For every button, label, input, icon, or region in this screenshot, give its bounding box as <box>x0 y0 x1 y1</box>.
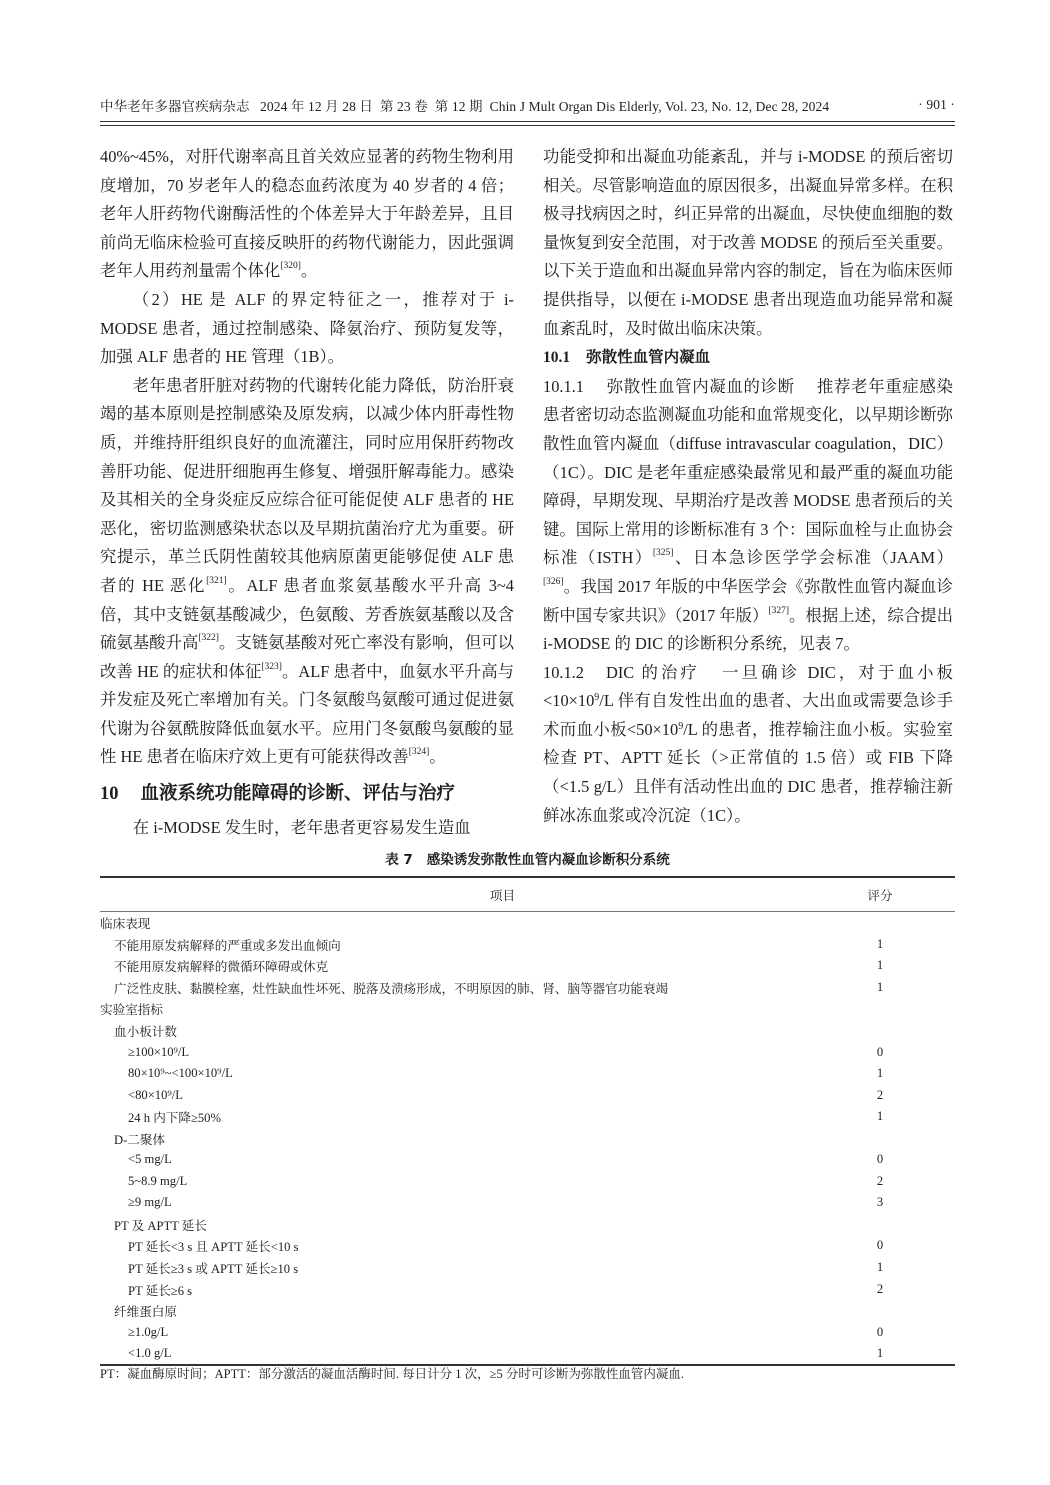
citation-ref[interactable]: [325] <box>652 548 674 559</box>
row-score: 1 <box>876 1066 884 1081</box>
exponent: 9 <box>594 692 600 704</box>
row-score: 0 <box>876 1152 884 1167</box>
table-body <box>100 912 955 1364</box>
citation-ref[interactable]: [327] <box>768 605 790 616</box>
row-score: 2 <box>876 1281 884 1296</box>
row-criterion: <80×10⁹/L <box>128 1087 183 1102</box>
table-title: 感染诱发弥散性血管内凝血诊断积分系统 <box>426 852 670 868</box>
row-criterion: PT 延长<3 s 且 APTT 延长<10 s <box>128 1240 299 1255</box>
table-row <box>100 1149 955 1171</box>
row-category: 实验室指标 <box>100 1003 163 1018</box>
citation-ref[interactable]: [324] <box>408 747 430 758</box>
citation-ref[interactable]: [321] <box>206 575 227 586</box>
subsection-heading <box>543 343 953 373</box>
paragraph: 10.1.2 DIC 的治疗 一旦确诊 DIC，对于血小板$<10\times 10^9/L$ 伴有自发性出血的患者、大出血或需要急诊手术而血小板$<50\times 10^9/L$ 的患者，推荐输注血小板。实验室检查 PT、APTT 延长（>正常值的 1.5 倍）或 FIB 下降（<1.5 g/L）且伴有活动性出血的 DIC 患者，推荐输注新鲜冰冻血浆或冷沉淀（1C）。 <box>543 662 953 825</box>
table-row <box>100 977 955 999</box>
table-row <box>100 1127 955 1149</box>
row-score: 3 <box>876 1195 884 1210</box>
table-row <box>100 1278 955 1300</box>
row-criterion: ≥9 mg/L <box>128 1195 172 1210</box>
row-criterion: <5 mg/L <box>128 1152 172 1167</box>
column-header-item: 项目 <box>489 889 516 903</box>
row-criterion: 80×10⁹~<100×10⁹/L <box>128 1066 233 1081</box>
paragraph: 在 i-MODSE 发生时，老年患者更容易发生造血 <box>132 818 471 838</box>
row-category: 纤维蛋白原 <box>114 1305 177 1320</box>
dic-score-table <box>100 876 955 1366</box>
table-row <box>100 934 955 956</box>
table-row <box>100 1214 955 1236</box>
header-double-rule <box>100 121 955 126</box>
volume-cn: 第 23 卷 <box>379 99 428 114</box>
row-score: 0 <box>876 1044 884 1059</box>
section-title: 血液系统功能障碍的诊断、评估与治疗 <box>140 783 456 805</box>
row-score: 2 <box>876 1087 884 1102</box>
subsubsection-number: 10.1.1 <box>543 376 584 396</box>
row-category: 血小板计数 <box>114 1025 177 1039</box>
citation-en: Chin J Mult Organ Dis Elderly, Vol. 23, No. 12, Dec 28, 2024 <box>489 99 830 114</box>
row-score: 1 <box>876 936 884 951</box>
row-category: PT 及 APTT 延长 <box>114 1218 207 1233</box>
paragraph: （2）HE 是 ALF 的界定特征之一，推荐对于 i-MODSE 患者，通过控制感染、降氨治疗、预防复发等，加强 ALF 患者的 HE 管理（1B）。 <box>100 289 514 367</box>
table-row <box>100 1257 955 1279</box>
subsubsection-number: 10.1.2 <box>543 662 584 682</box>
issue-date-cn: 2024 年 12 月 28 日 <box>260 99 374 114</box>
subsection-title: 弥散性血管内凝血 <box>586 348 711 367</box>
running-header <box>100 94 955 116</box>
row-score: 0 <box>876 1238 884 1253</box>
page-number: · 901 · <box>918 97 955 112</box>
table-row <box>100 1300 955 1322</box>
subsubsection-title: 弥散性血管内凝血的诊断 <box>605 376 795 396</box>
row-score: 1 <box>876 1346 884 1361</box>
citation-ref[interactable]: [320] <box>280 261 301 272</box>
table-row <box>100 912 955 934</box>
issue-cn: 第 12 期 <box>434 99 483 114</box>
column-header-score: 评分 <box>867 889 893 903</box>
table-row <box>100 1192 955 1214</box>
section-number: 10 <box>100 784 119 805</box>
table-row <box>100 1106 955 1128</box>
journal-name-cn: 中华老年多器官疾病杂志 <box>100 99 250 114</box>
citation-ref[interactable]: [326] <box>543 576 564 587</box>
subsection-number: 10.1 <box>543 349 571 367</box>
row-criterion: PT 延长≥6 s <box>128 1283 193 1298</box>
row-criterion: 24 h 内下降≥50% <box>128 1111 221 1126</box>
row-criterion: ≥100×10⁹/L <box>128 1044 190 1059</box>
citation-ref[interactable]: [322] <box>198 633 219 644</box>
table-row <box>100 1171 955 1193</box>
left-column <box>100 143 514 843</box>
right-column <box>543 143 953 830</box>
table-row <box>100 1063 955 1085</box>
row-criterion: 5~8.9 mg/L <box>128 1173 188 1188</box>
section-heading <box>100 780 514 808</box>
row-criterion: PT 延长≥3 s 或 APTT 延长≥10 s <box>128 1262 299 1277</box>
row-score: 1 <box>876 979 884 994</box>
table-row <box>100 1235 955 1257</box>
row-score: 1 <box>876 958 884 973</box>
row-category: 不能用原发病解释的微循环障碍或休克 <box>114 960 329 975</box>
row-score: 2 <box>876 1173 884 1188</box>
table-row <box>100 1020 955 1042</box>
paragraph: 40%~45%，对肝代谢率高且首关效应显著的药物生物利用度增加，70 岁老年人的稳态血药浓度为 40 岁者的 4 倍；老年人肝药物代谢酶活性的个体差异大于年龄差异，且目前尚无临床检验可直接反映肝的药物代谢能力，因此强调老年人用药剂量需个体化[320]。 <box>100 147 514 281</box>
row-score: 1 <box>876 1109 884 1124</box>
citation-ref[interactable]: [323] <box>261 661 282 672</box>
table-caption <box>100 848 955 868</box>
table-row <box>100 955 955 977</box>
paragraph: 功能受抑和出凝血功能紊乱，并与 i-MODSE 的预后密切相关。尽管影响造血的原因很多，出凝血异常多样。在积极寻找病因之时，纠正异常的出凝血，尽快使血细胞的数量恢复到安全范围，对于改善 MODSE 的预后至关重要。以下关于造血和出凝血异常内容的制定，旨在为临床医师提供指导，以便在 i-MODSE 患者出现造血功能异常和凝血紊乱时，及时做出临床决策。 <box>543 147 953 338</box>
row-category: D-二聚体 <box>114 1132 166 1147</box>
row-criterion: <1.0 g/L <box>128 1346 172 1361</box>
table-footnote: PT：凝血酶原时间；APTT：部分激活的凝血活酶时间. 每日计分 1 次，≥5 分时可诊断为弥散性血管内凝血. <box>100 1367 684 1381</box>
row-criterion: ≥1.0g/L <box>128 1324 169 1339</box>
table-header-row <box>100 878 955 912</box>
paragraph: 老年患者肝脏对药物的代谢转化能力降低，防治肝衰竭的基本原则是控制感染及原发病，以减少体内肝毒性物质，并维持肝组织良好的血流灌注，同时应用保肝药物改善肝功能、促进肝细胞再生修复、增强肝解毒能力。感染及其相关的全身炎症反应综合征可能促使 ALF 患者的 HE 恶化，密切监测感染状态以及早期抗菌治疗尤为重要。研究提示，革兰氏阴性菌较其他病原菌更能够促使 ALF 患者的 HE 恶化[321]。ALF 患者血浆氨基酸水平升高 3~4 倍，其中支链氨基酸减少，色氨酸、芳香族氨基酸以及含硫氨基酸升高[322]。支链氨基酸对死亡率没有影响，但可以改善 HE 的症状和体征[323]。ALF 患者中，血氨水平升高与并发症及死亡率增加有关。门冬氨酸鸟氨酸可通过促进氨代谢为谷氨酰胺降低血氨水平。应用门冬氨酸鸟氨酸的显性 HE 患者在临床疗效上更有可能获得改善[324]。 <box>100 375 515 767</box>
subsubsection-title: DIC 的治疗 <box>605 662 701 682</box>
table-row <box>100 1343 955 1365</box>
table-row <box>100 1084 955 1106</box>
row-category: 临床表现 <box>100 917 151 932</box>
table-row <box>100 1041 955 1063</box>
row-category: 不能用原发病解释的严重或多发出血倾向 <box>114 938 341 953</box>
exponent: 9 <box>678 720 684 732</box>
row-score: 1 <box>876 1260 884 1275</box>
header-citation <box>100 95 829 115</box>
table-row <box>100 1321 955 1343</box>
row-score: 0 <box>876 1324 884 1339</box>
paragraph: 10.1.1 弥散性血管内凝血的诊断 推荐老年重症感染患者密切动态监测凝血功能和血常规变化，以早期诊断弥散性血管内凝血（diffuse intravascular coagulation，DIC）（1C）。DIC 是老年重症感染最常见和最严重的凝血功能障碍，早期发现、早期治疗是改善 MODSE 患者预后的关键。国际上常用的诊断标准有 3 个：国际血栓与止血协会标准（ISTH）[325]、日本急诊医学学会标准（JAAM）[326]。我国 2017 年版的中华医学会《弥散性血管内凝血诊断中国专家共识》（2017 年版）[327]。根据上述，综合提出 i-MODSE 的 DIC 的诊断积分系统，见表 7。 <box>543 376 954 654</box>
row-category: 广泛性皮肤、黏膜栓塞，灶性缺血性坏死、脱落及溃疡形成，不明原因的肺、肾、脑等器官功能衰竭 <box>114 981 669 996</box>
table-number: 表 7 <box>385 852 413 868</box>
table-row <box>100 998 955 1020</box>
